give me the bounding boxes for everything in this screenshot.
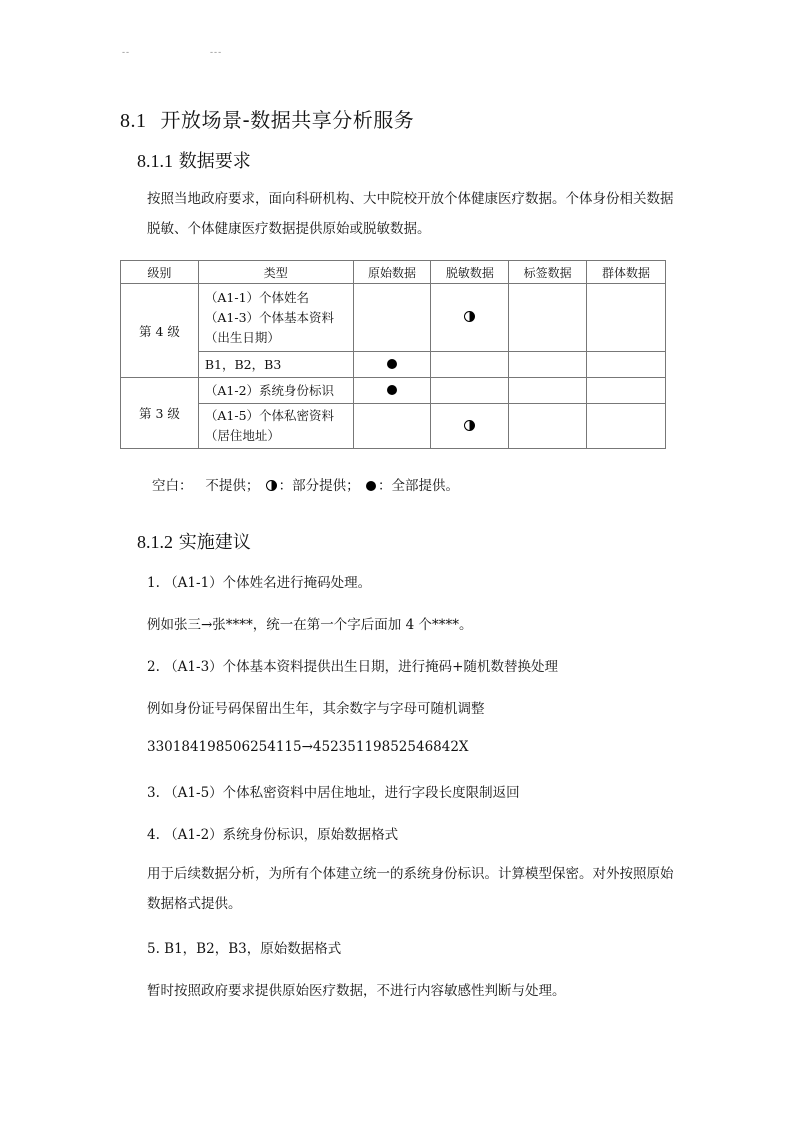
table-legend <box>152 474 459 494</box>
mark-cell <box>509 352 587 378</box>
list-item: 3. （A1-5）个体私密资料中居住地址，进行字段长度限制返回 <box>147 785 520 801</box>
list-item-example: 例如身份证号码保留出生年，其余数字与字母可随机调整 <box>147 701 485 717</box>
list-item-example: 例如张三→张****，统一在第一个字后面加 4 个****。 <box>147 617 473 633</box>
section-number: 8.1 <box>120 110 147 132</box>
header-cell: 脱敏数据 <box>431 261 509 284</box>
subsection-number-2: 8.1.2 <box>137 532 173 552</box>
type-cell: （A1-2）系统身份标识 <box>198 378 353 404</box>
header-cell: 级别 <box>121 261 199 284</box>
type-text: （A1-3）个体基本资料（出生日期） <box>204 309 335 345</box>
header-mark-left: -- <box>122 48 131 58</box>
header-cell: 类型 <box>198 261 353 284</box>
list-item: 4. （A1-2）系统身份标识，原始数据格式 <box>147 827 399 843</box>
mark-cell <box>587 404 666 449</box>
mark-cell <box>353 284 431 352</box>
mark-cell <box>509 404 587 449</box>
subsection-heading-1 <box>137 147 251 173</box>
header-cell: 群体数据 <box>587 261 666 284</box>
data-requirements-table <box>120 260 666 449</box>
table-row <box>121 378 666 404</box>
level-cell: 第 3 级 <box>121 378 199 449</box>
mark-cell <box>509 284 587 352</box>
type-text: （A1-1）个体姓名 <box>204 289 310 305</box>
legend-half-desc: ：部分提供； <box>278 478 360 494</box>
mark-cell <box>587 352 666 378</box>
type-cell: B1，B2，B3 <box>198 352 353 378</box>
mark-cell <box>509 378 587 404</box>
half-circle-icon <box>266 480 277 491</box>
header-mark-right: --- <box>210 48 223 58</box>
list-item-desc: 用于后续数据分析，为所有个体建立统一的系统身份标识。计算模型保密。对外按照原始数据格式提供。 <box>147 866 674 912</box>
legend-blank-label: 空白： <box>152 478 193 494</box>
subsection-title-2: 实施建议 <box>178 532 251 553</box>
table-header-row <box>121 261 666 284</box>
full-circle-icon <box>366 481 376 491</box>
intro-paragraph: 按照当地政府要求，面向科研机构、大中院校开放个体健康医疗数据。个体身份相关数据脱敏、个体健康医疗数据提供原始或脱敏数据。 <box>147 191 674 237</box>
mark-cell <box>431 404 509 449</box>
full-circle-icon <box>387 359 397 369</box>
level-cell: 第 4 级 <box>121 284 199 378</box>
type-cell: （A1-5）个体私密资料（居住地址） <box>198 404 353 449</box>
header-cell: 原始数据 <box>353 261 431 284</box>
section-heading <box>120 104 414 133</box>
header-marks <box>122 48 242 58</box>
table-row <box>121 352 666 378</box>
mark-cell <box>353 352 431 378</box>
legend-full-desc: ：全部提供。 <box>377 478 459 494</box>
list-item: 5. B1，B2，B3，原始数据格式 <box>147 941 342 957</box>
table-row <box>121 284 666 352</box>
half-circle-icon <box>464 420 475 431</box>
mark-cell <box>431 352 509 378</box>
subsection-number-1: 8.1.1 <box>137 151 173 171</box>
mark-cell <box>587 284 666 352</box>
full-circle-icon <box>387 385 397 395</box>
half-circle-icon <box>464 311 475 322</box>
legend-blank-desc: 不提供； <box>205 478 260 494</box>
list-item: 1. （A1-1）个体姓名进行掩码处理。 <box>147 575 372 591</box>
header-cell: 标签数据 <box>509 261 587 284</box>
mark-cell <box>587 378 666 404</box>
list-item-code: 330184198506254115→45235119852546842X <box>147 739 469 755</box>
type-cell <box>198 284 353 352</box>
mark-cell <box>431 378 509 404</box>
list-item: 2. （A1-3）个体基本资料提供出生日期，进行掩码+随机数替换处理 <box>147 659 558 675</box>
list-item-desc: 暂时按照政府要求提供原始医疗数据，不进行内容敏感性判断与处理。 <box>147 983 566 999</box>
mark-cell <box>353 404 431 449</box>
section-title: 开放场景-数据共享分析服务 <box>160 108 415 132</box>
subsection-heading-2 <box>137 528 251 554</box>
subsection-title-1: 数据要求 <box>178 151 251 172</box>
table-row <box>121 404 666 449</box>
mark-cell <box>431 284 509 352</box>
mark-cell <box>353 378 431 404</box>
